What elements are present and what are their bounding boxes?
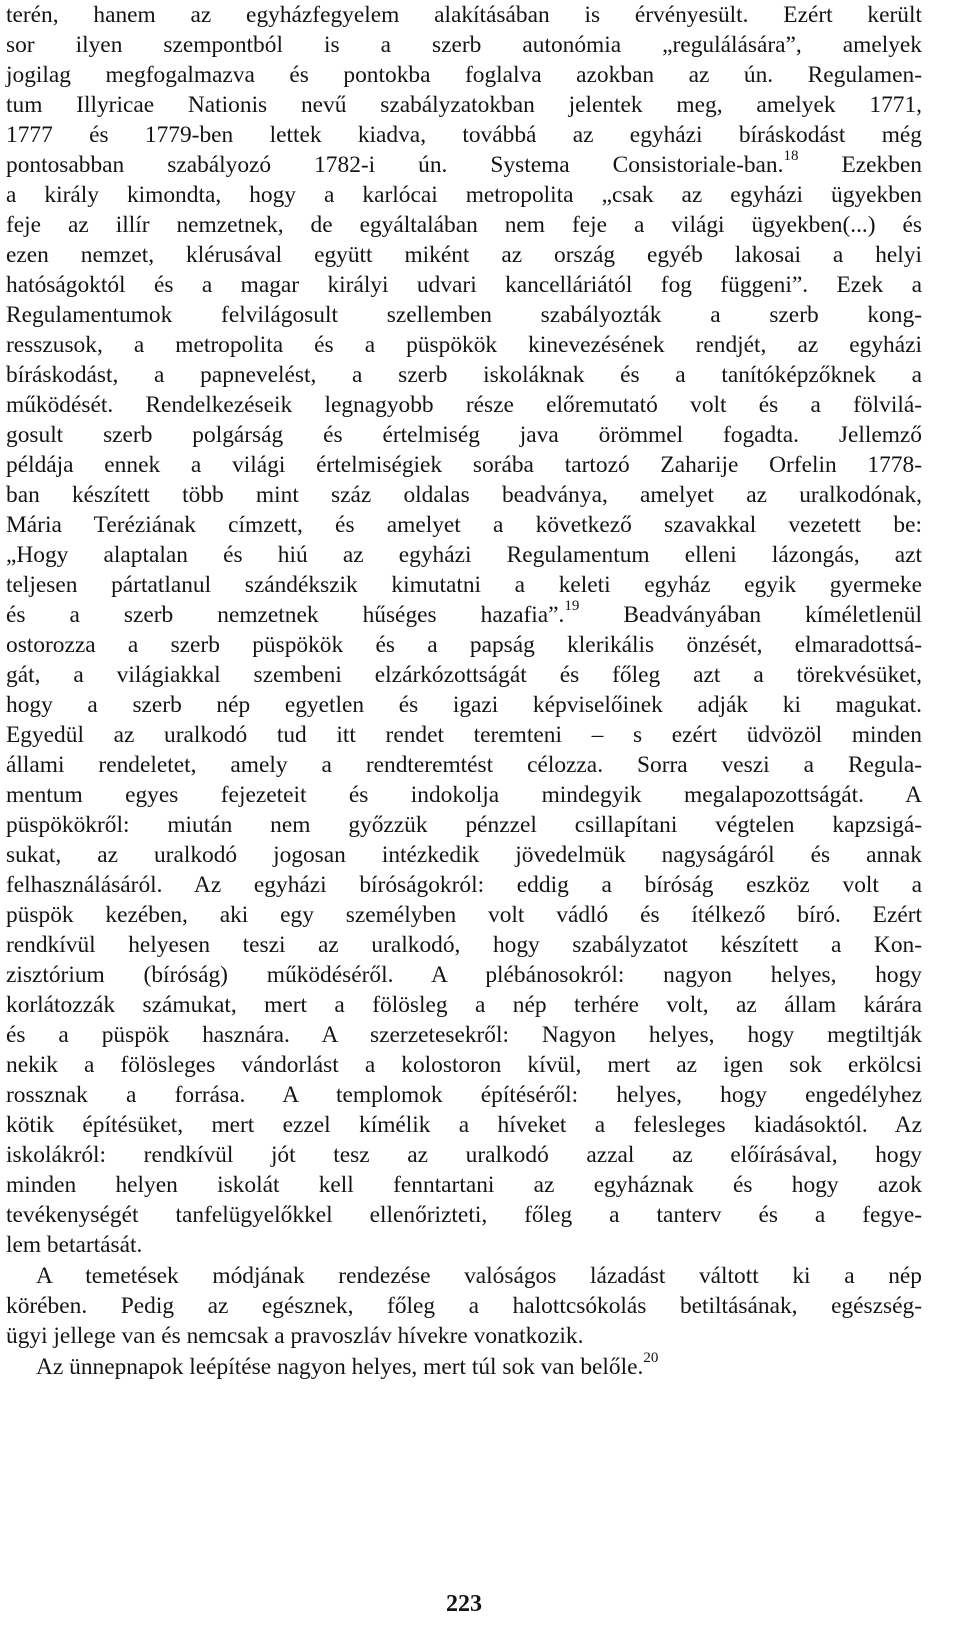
text-line: tum Illyricae Nationis nevű szabályzatokban jelentek meg, amelyek 1771, <box>6 92 922 118</box>
text-line: felhasználásáról. Az egyházi bíróságokról: eddig a bíróság eszköz volt a <box>6 872 922 898</box>
text-line: püspök kezében, aki egy személyben volt vádló és ítélkező bíró. Ezért <box>6 902 922 928</box>
text-line: zisztórium (bíróság) működéséről. A plébánosokról: nagyon helyes, hogy <box>6 962 922 988</box>
text-line: mentum egyes fejezeteit és indokolja mindegyik megalapozottságát. A <box>6 782 922 808</box>
text-line: sukat, az uralkodó jogosan intézkedik jövedelmük nagyságáról és annak <box>6 842 922 868</box>
text-line: állami rendeletet, amely a rendteremtést célozza. Sorra veszi a Regula- <box>6 752 922 778</box>
text-line: terén, hanem az egyházfegyelem alakításában is érvényesült. Ezért került <box>6 2 922 28</box>
text-line: hatóságoktól és a magar királyi udvari kancelláriától fog függeni”. Ezek a <box>6 272 922 298</box>
text-line: jogilag megfogalmazva és pontokba foglalva azokban az ún. Regulamen- <box>6 62 922 88</box>
text-line-with-footnote-20 <box>36 1352 922 1382</box>
document-page <box>6 0 922 1635</box>
text-line: tevékenységét tanfelügyelőkkel ellenőrizteti, főleg a tanterv és a fegye- <box>6 1202 922 1228</box>
text-line-with-footnote-18 <box>6 150 922 180</box>
page-number: 223 <box>446 1591 482 1617</box>
text-line: gosult szerb polgárság és értelmiség java örömmel fogadta. Jellemző <box>6 422 922 448</box>
text-line: korlátozzák számukat, mert a fölösleg a nép terhére volt, az állam kárára <box>6 992 922 1018</box>
footnote-ref-20: 20 <box>643 1350 659 1367</box>
footnote-ref-19: 19 <box>564 598 580 615</box>
text-line: teljesen pártatlanul szándékszik kimutatni a keleti egyház egyik gyermeke <box>6 572 922 598</box>
text-line: A temetések módjának rendezése valóságos lázadást váltott ki a nép <box>36 1263 922 1289</box>
text-line: nekik a fölösleges vándorlást a kolostoron kívül, mert az igen sok erkölcsi <box>6 1052 922 1078</box>
text-line: rossznak a forrása. A templomok építéséről: helyes, hogy engedélyhez <box>6 1082 922 1108</box>
text-line: Mária Teréziának címzett, és amelyet a következő szavakkal vezetett be: <box>6 512 922 538</box>
text-line: sor ilyen szempontból is a szerb autonómia „regulálására”, amelyek <box>6 32 922 58</box>
text-line: lem betartását. <box>6 1232 143 1258</box>
text-segment: Az ünnepnapok leépítése nagyon helyes, mert túl sok van belőle. <box>36 1354 644 1380</box>
text-line: „Hogy alaptalan és hiú az egyházi Regulamentum elleni lázongás, azt <box>6 542 922 568</box>
text-line: 1777 és 1779-ben lettek kiadva, továbbá az egyházi bíráskodást még <box>6 122 922 148</box>
text-segment: és a szerb nemzetnek hűséges hazafia”. <box>6 602 565 628</box>
text-line: a király kimondta, hogy a karlócai metropolita „csak az egyházi ügyekben <box>6 182 922 208</box>
text-line: minden helyen iskolát kell fenntartani az egyháznak és hogy azok <box>6 1172 922 1198</box>
text-line-with-footnote-19 <box>6 600 922 630</box>
text-segment: pontosabban szabályozó 1782-i ún. Systema Consistoriale-ban. <box>6 152 784 178</box>
text-line: példája ennek a világi értelmiségiek sorába tartozó Zaharije Orfelin 1778- <box>6 452 922 478</box>
text-line: ügyi jellege van és nemcsak a pravoszláv hívekre vonatkozik. <box>6 1323 584 1349</box>
text-line: gát, a világiakkal szembeni elzárkózottságát és főleg azt a törekvésüket, <box>6 662 922 688</box>
text-line: püspökökről: miután nem győzzük pénzzel csillapítani végtelen kapzsigá- <box>6 812 922 838</box>
text-line: ban készített több mint száz oldalas beadványa, amelyet az uralkodónak, <box>6 482 922 508</box>
text-line: Egyedül az uralkodó tud itt rendet teremteni – s ezért üdvözöl minden <box>6 722 922 748</box>
text-line: resszusok, a metropolita és a püspökök kinevezésének rendjét, az egyházi <box>6 332 922 358</box>
text-line: és a püspök hasznára. A szerzetesekről: Nagyon helyes, hogy megtiltják <box>6 1022 922 1048</box>
text-line: ostorozza a szerb püspökök és a papság klerikális önzését, elmaradottsá- <box>6 632 922 658</box>
text-segment: Ezekben <box>798 152 922 178</box>
text-line: Regulamentumok felvilágosult szellemben szabályozták a szerb kong- <box>6 302 922 328</box>
footnote-ref-18: 18 <box>783 148 799 165</box>
text-line: körében. Pedig az egésznek, főleg a halottcsókolás betiltásának, egészség- <box>6 1293 922 1319</box>
text-segment: Beadványában kíméletlenül <box>579 602 922 628</box>
text-line: működését. Rendelkezéseik legnagyobb része előremutató volt és a fölvilá- <box>6 392 922 418</box>
text-line: bíráskodást, a papnevelést, a szerb iskoláknak és a tanítóképzőknek a <box>6 362 922 388</box>
text-line: hogy a szerb nép egyetlen és igazi képviselőinek adják ki magukat. <box>6 692 922 718</box>
text-line: iskolákról: rendkívül jót tesz az uralkodó azzal az előírásával, hogy <box>6 1142 922 1168</box>
text-line: kötik építésüket, mert ezzel kímélik a híveket a felesleges kiadásoktól. Az <box>6 1112 922 1138</box>
text-line: rendkívül helyesen teszi az uralkodó, hogy szabályzatot készített a Kon- <box>6 932 922 958</box>
text-line: ezen nemzet, klérusával együtt miként az ország egyéb lakosai a helyi <box>6 242 922 268</box>
text-line: feje az illír nemzetnek, de egyáltalában nem feje a világi ügyekben(...) és <box>6 212 922 238</box>
